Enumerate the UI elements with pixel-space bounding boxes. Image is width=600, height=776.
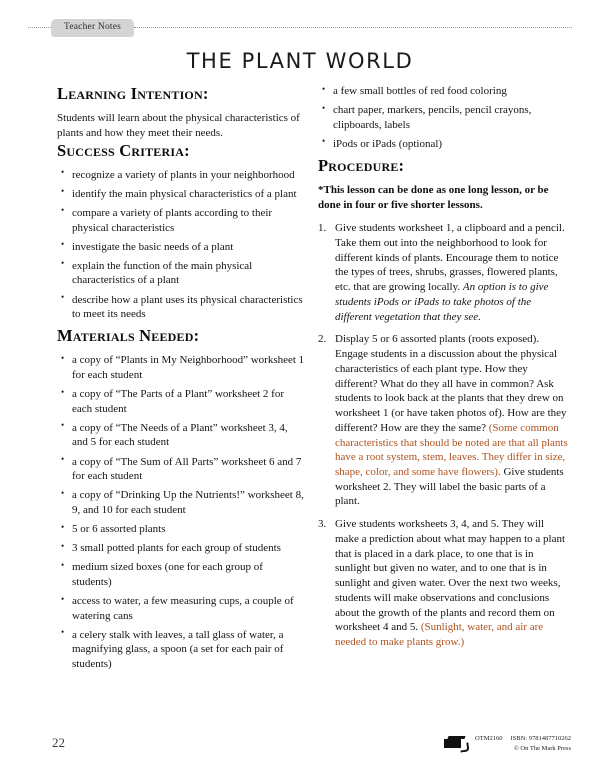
procedure-note: *This lesson can be done as one long lesson, or be done in four or five shorter lessons. <box>318 184 549 211</box>
list-item: • recognize a variety of plants in your neighborhood <box>57 168 305 183</box>
page-title: THE PLANT WORLD <box>186 49 414 73</box>
page-number: 22 <box>52 735 65 750</box>
dotted-rule-left <box>28 27 51 29</box>
list-item: • a copy of “Plants in My Neighborhood” worksheet 1 for each student <box>57 353 305 382</box>
isbn: ISBN: 9781487710262 <box>510 735 571 742</box>
heading-materials-needed: Materials Needed: <box>57 326 200 346</box>
list-item: • compare a variety of plants according to their physical characteristics <box>57 206 305 235</box>
tab-teacher-notes[interactable]: Teacher Notes <box>51 19 134 38</box>
materials-continued-list <box>318 84 568 152</box>
step-emphasis: An option is to give students iPods or iPads to take photos of the different vegetation that they see. <box>335 281 549 323</box>
step-text: Give students worksheet 1, a clipboard and a pencil. Take them out into the neighborhood to look for different kinds of plants. Encourage them to notice the types of trees, shrubs, grasses, flowered plants, etc. that are growing locally. <box>335 222 565 294</box>
list-item: • medium sized boxes (one for each group of students) <box>57 560 305 589</box>
heading-learning-intention: Learning Intention: <box>57 84 209 103</box>
list-item: • describe how a plant uses its physical characteristics to meet its needs <box>57 293 305 322</box>
list-item <box>318 517 568 650</box>
copyright: © On The Mark Press <box>513 744 571 752</box>
step-annotation-red: (Sunlight, water, and air are needed to make plants grow.) <box>335 621 544 649</box>
page-footer <box>0 726 600 776</box>
dotted-rule-right <box>134 27 572 29</box>
heading-procedure: Procedure: <box>318 156 405 175</box>
step-text: Give students worksheets 3, 4, and 5. They will make a prediction about what may happen to a plant that is placed in a dark place, to one that is in sunlight but given no water, and to one that is in sunlight and given water. Over the next two weeks, students will make observations and conclusions about the growth of the plants and record them on worksheet 4 and 5. <box>335 518 566 634</box>
imprint-block <box>444 734 571 754</box>
learning-intention-body: Students will learn about the physical characteristics of plants and how they meet their needs. <box>57 112 300 139</box>
imprint-text <box>475 734 571 754</box>
list-item: • identify the main physical characteristics of a plant <box>57 187 305 202</box>
list-item <box>318 332 568 509</box>
list-item: • 3 small potted plants for each group of students <box>57 541 305 556</box>
success-criteria-list <box>57 168 305 322</box>
materials-needed-list <box>57 353 305 671</box>
list-item: • a copy of “Drinking Up the Nutrients!” worksheet 8, 9, and 10 for each student <box>57 488 305 517</box>
list-item: • iPods or iPads (optional) <box>318 137 568 152</box>
heading-success-criteria: Success Criteria: <box>57 140 190 160</box>
step-annotation-red: (Some common characteristics that should be noted are that all plants have a root system, stem, leaves. They differ in size, shape, color, and some have flowers). <box>335 421 568 478</box>
list-item: • a copy of “The Needs of a Plant” worksheet 3, 4, and 5 for each student <box>57 421 305 450</box>
list-item: • a celery stalk with leaves, a tall glass of water, a magnifying glass, a spoon (a set for each pair of students) <box>57 628 305 672</box>
teacher-notes-tabstrip <box>28 17 572 39</box>
list-item: • 5 or 6 assorted plants <box>57 522 305 537</box>
right-column <box>318 84 568 658</box>
left-column <box>57 84 305 676</box>
list-item: • chart paper, markers, pencils, pencil crayons, clipboards, labels <box>318 103 568 132</box>
content-columns <box>0 84 600 714</box>
printing-press-logo-icon <box>444 735 468 752</box>
list-item: • a few small bottles of red food coloring <box>318 84 568 99</box>
list-item: • investigate the basic needs of a plant <box>57 240 305 255</box>
list-item: • a copy of “The Parts of a Plant” worksheet 2 for each student <box>57 387 305 416</box>
procedure-steps <box>318 221 568 650</box>
list-item: • access to water, a few measuring cups, a couple of watering cans <box>57 594 305 623</box>
step-text: Display 5 or 6 assorted plants (roots exposed). Engage students in a discussion about the physical characteristics of each plant type. How they different? What do they all have in common? Ask students to look back at the plants that they drew on worksheet 1 (or have taken photos of). How are they different? How are they the same? <box>335 333 567 434</box>
list-item: • a copy of “The Sum of All Parts” worksheet 6 and 7 for each student <box>57 455 305 484</box>
list-item: • explain the function of the main physical characteristics of a plant <box>57 259 305 288</box>
step-text-tail: Give students worksheet 2. They will label the basic parts of a plant. <box>335 466 564 508</box>
list-item <box>318 221 568 324</box>
product-code: OTM2160 <box>475 735 503 742</box>
